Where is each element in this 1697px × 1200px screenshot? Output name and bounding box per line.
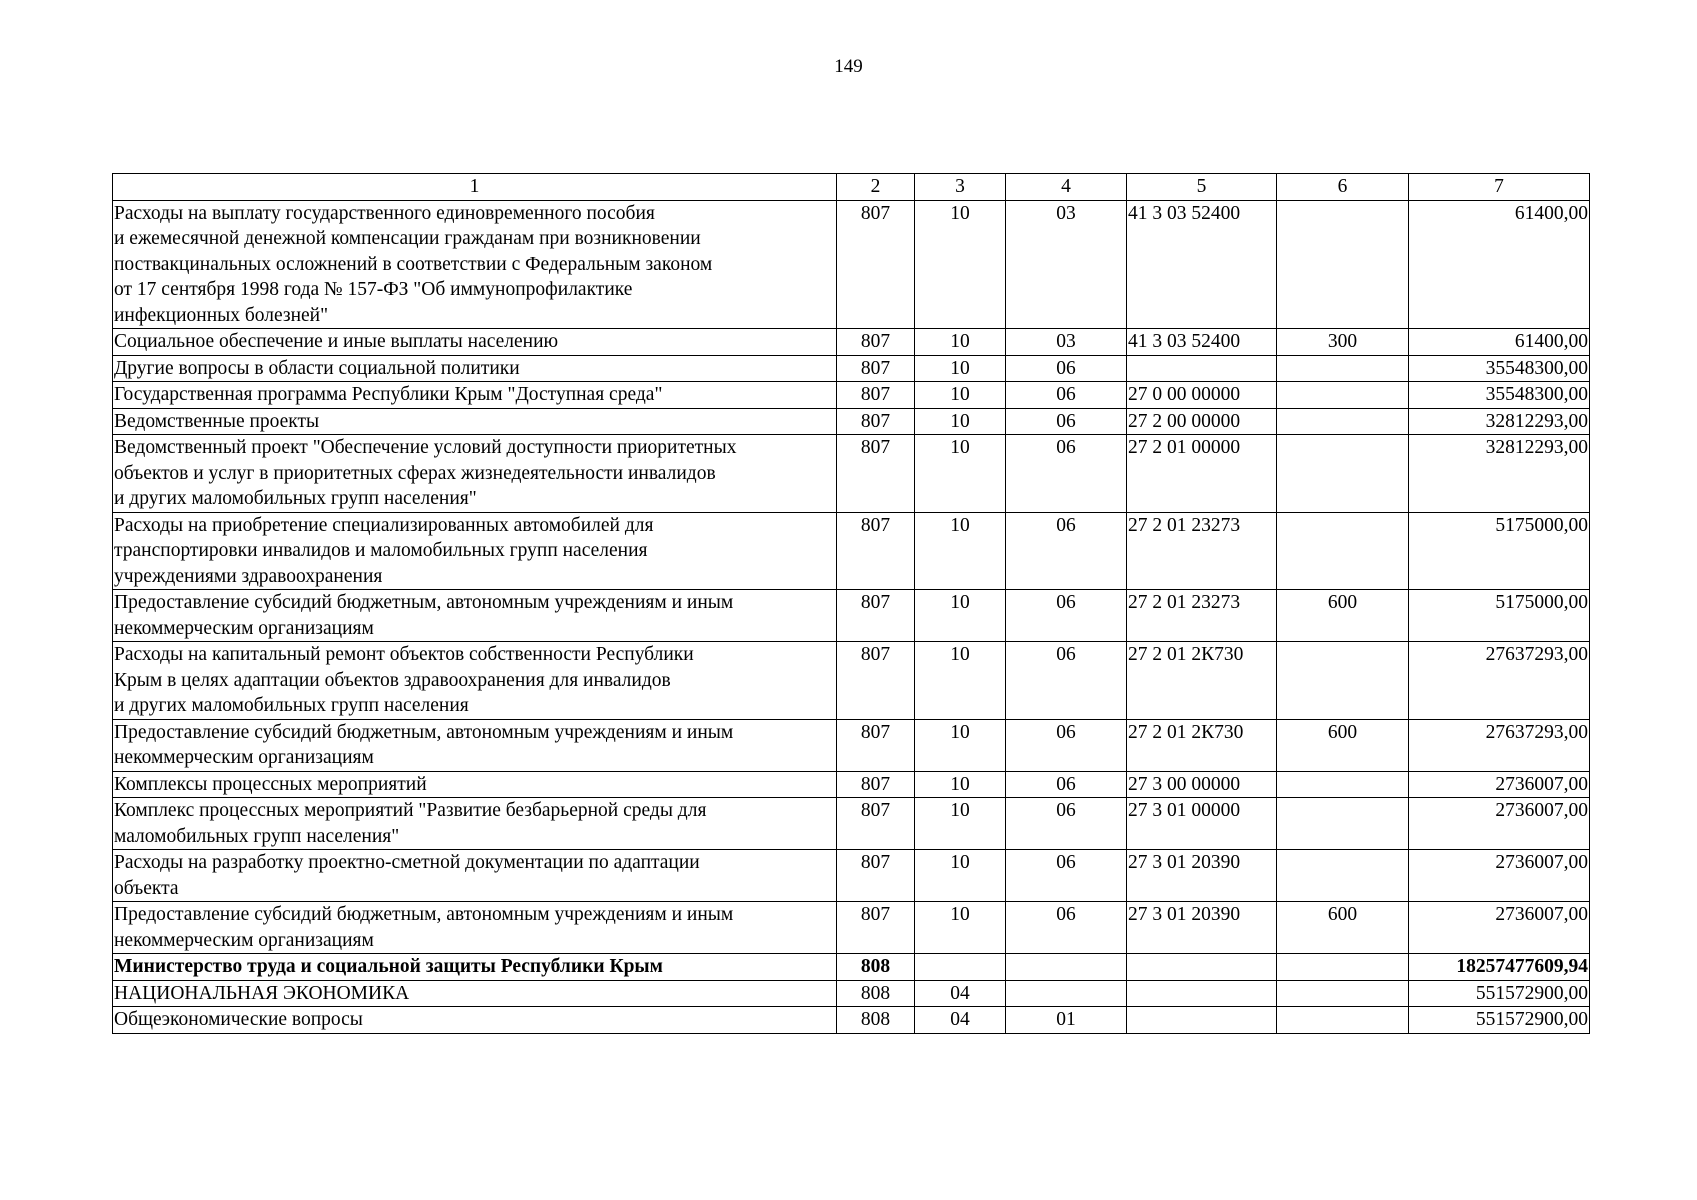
row-target-article-code: [1127, 355, 1277, 382]
row-subsection-code: 03: [1006, 329, 1127, 356]
row-amount: 2736007,00: [1409, 798, 1590, 850]
row-target-article-code: 27 3 01 20390: [1127, 902, 1277, 954]
row-grbs-code: 807: [837, 435, 915, 513]
table-row: [113, 408, 1590, 435]
row-name: Комплекс процессных мероприятий "Развитие безбарьерной среды для маломобильных групп населения": [113, 798, 837, 850]
row-expense-type-code: [1277, 355, 1409, 382]
row-target-article-code: [1127, 1007, 1277, 1034]
row-section-code: 10: [915, 642, 1006, 720]
table-row: [113, 200, 1590, 329]
row-target-article-code: 27 2 00 00000: [1127, 408, 1277, 435]
row-expense-type-code: [1277, 408, 1409, 435]
table-row: [113, 512, 1590, 590]
row-section-code: 10: [915, 408, 1006, 435]
row-target-article-code: [1127, 980, 1277, 1007]
column-header: 3: [915, 174, 1006, 201]
row-grbs-code: 807: [837, 771, 915, 798]
row-section-code: 10: [915, 512, 1006, 590]
row-grbs-code: 808: [837, 954, 915, 981]
row-expense-type-code: [1277, 850, 1409, 902]
row-name: Ведомственный проект "Обеспечение условий доступности приоритетных объектов и услуг в приоритетных сферах жизнедеятельности инвалидов и других маломобильных групп населения": [113, 435, 837, 513]
row-grbs-code: 807: [837, 902, 915, 954]
row-expense-type-code: 600: [1277, 902, 1409, 954]
table-row: [113, 719, 1590, 771]
row-target-article-code: 27 0 00 00000: [1127, 382, 1277, 409]
row-name: Государственная программа Республики Крым "Доступная среда": [113, 382, 837, 409]
row-subsection-code: 06: [1006, 771, 1127, 798]
column-header: 2: [837, 174, 915, 201]
row-amount: 551572900,00: [1409, 1007, 1590, 1034]
row-name: Расходы на выплату государственного единовременного пособия и ежемесячной денежной компенсации гражданам при возникновении поствакцинальных осложнений в соответствии с Федеральным законом от 17 сентября 1998 года № 157-ФЗ "Об иммунопрофилактике инфекционных болезней": [113, 200, 837, 329]
row-expense-type-code: [1277, 980, 1409, 1007]
row-name: Ведомственные проекты: [113, 408, 837, 435]
row-target-article-code: 27 2 01 2К730: [1127, 719, 1277, 771]
row-target-article-code: 41 3 03 52400: [1127, 200, 1277, 329]
row-subsection-code: 06: [1006, 408, 1127, 435]
row-expense-type-code: [1277, 382, 1409, 409]
column-header: 1: [113, 174, 837, 201]
row-target-article-code: 27 2 01 2К730: [1127, 642, 1277, 720]
row-subsection-code: 06: [1006, 435, 1127, 513]
row-name: Общеэкономические вопросы: [113, 1007, 837, 1034]
row-name: Расходы на приобретение специализированных автомобилей для транспортировки инвалидов и маломобильных групп населения учреждениями здравоохранения: [113, 512, 837, 590]
row-expense-type-code: [1277, 512, 1409, 590]
row-section-code: 10: [915, 850, 1006, 902]
table-row: [113, 980, 1590, 1007]
row-grbs-code: 807: [837, 200, 915, 329]
row-subsection-code: 03: [1006, 200, 1127, 329]
row-grbs-code: 807: [837, 590, 915, 642]
budget-table: [112, 173, 1590, 1034]
row-grbs-code: 807: [837, 408, 915, 435]
row-amount: 27637293,00: [1409, 719, 1590, 771]
row-target-article-code: [1127, 954, 1277, 981]
table-row: [113, 329, 1590, 356]
row-target-article-code: 27 3 00 00000: [1127, 771, 1277, 798]
row-section-code: 10: [915, 355, 1006, 382]
row-section-code: 04: [915, 980, 1006, 1007]
table-header-row: [113, 174, 1590, 201]
row-amount: 2736007,00: [1409, 771, 1590, 798]
row-grbs-code: 807: [837, 355, 915, 382]
row-amount: 61400,00: [1409, 200, 1590, 329]
row-subsection-code: 06: [1006, 642, 1127, 720]
row-name: НАЦИОНАЛЬНАЯ ЭКОНОМИКА: [113, 980, 837, 1007]
table-row: [113, 382, 1590, 409]
row-target-article-code: 27 2 01 00000: [1127, 435, 1277, 513]
row-expense-type-code: [1277, 771, 1409, 798]
row-grbs-code: 807: [837, 850, 915, 902]
row-section-code: 10: [915, 719, 1006, 771]
row-amount: 27637293,00: [1409, 642, 1590, 720]
table-row: [113, 355, 1590, 382]
row-target-article-code: 27 3 01 20390: [1127, 850, 1277, 902]
row-section-code: 10: [915, 329, 1006, 356]
table-row: [113, 798, 1590, 850]
table-row: [113, 902, 1590, 954]
row-target-article-code: 41 3 03 52400: [1127, 329, 1277, 356]
table-row: [113, 1007, 1590, 1034]
table-row: [113, 590, 1590, 642]
row-expense-type-code: 600: [1277, 590, 1409, 642]
row-expense-type-code: 600: [1277, 719, 1409, 771]
row-grbs-code: 807: [837, 382, 915, 409]
row-section-code: 10: [915, 590, 1006, 642]
row-grbs-code: 808: [837, 1007, 915, 1034]
row-grbs-code: 807: [837, 798, 915, 850]
row-grbs-code: 807: [837, 329, 915, 356]
row-amount: 551572900,00: [1409, 980, 1590, 1007]
table-row: [113, 435, 1590, 513]
row-subsection-code: 06: [1006, 850, 1127, 902]
row-name: Другие вопросы в области социальной политики: [113, 355, 837, 382]
row-name: Социальное обеспечение и иные выплаты населению: [113, 329, 837, 356]
table-row: [113, 954, 1590, 981]
row-section-code: 04: [915, 1007, 1006, 1034]
page-number: 149: [834, 56, 863, 77]
row-section-code: 10: [915, 435, 1006, 513]
row-section-code: 10: [915, 771, 1006, 798]
row-amount: 5175000,00: [1409, 590, 1590, 642]
row-section-code: [915, 954, 1006, 981]
row-subsection-code: 06: [1006, 512, 1127, 590]
row-name: Расходы на разработку проектно-сметной документации по адаптации объекта: [113, 850, 837, 902]
row-expense-type-code: [1277, 1007, 1409, 1034]
row-name: Предоставление субсидий бюджетным, автономным учреждениям и иным некоммерческим организациям: [113, 902, 837, 954]
row-amount: 61400,00: [1409, 329, 1590, 356]
row-target-article-code: 27 3 01 00000: [1127, 798, 1277, 850]
row-grbs-code: 807: [837, 719, 915, 771]
row-amount: 18257477609,94: [1409, 954, 1590, 981]
row-name: Министерство труда и социальной защиты Республики Крым: [113, 954, 837, 981]
row-amount: 35548300,00: [1409, 382, 1590, 409]
row-section-code: 10: [915, 382, 1006, 409]
row-amount: 2736007,00: [1409, 902, 1590, 954]
column-header: 5: [1127, 174, 1277, 201]
row-subsection-code: [1006, 954, 1127, 981]
row-expense-type-code: [1277, 798, 1409, 850]
row-name: Комплексы процессных мероприятий: [113, 771, 837, 798]
table-row: [113, 850, 1590, 902]
row-subsection-code: 06: [1006, 798, 1127, 850]
row-amount: 32812293,00: [1409, 435, 1590, 513]
row-subsection-code: 06: [1006, 590, 1127, 642]
row-target-article-code: 27 2 01 23273: [1127, 512, 1277, 590]
row-target-article-code: 27 2 01 23273: [1127, 590, 1277, 642]
row-section-code: 10: [915, 200, 1006, 329]
row-expense-type-code: [1277, 435, 1409, 513]
row-subsection-code: 06: [1006, 382, 1127, 409]
column-header: 4: [1006, 174, 1127, 201]
row-name: Предоставление субсидий бюджетным, автономным учреждениям и иным некоммерческим организациям: [113, 719, 837, 771]
row-name: Расходы на капитальный ремонт объектов собственности Республики Крым в целях адаптации объектов здравоохранения для инвалидов и других маломобильных групп населения: [113, 642, 837, 720]
row-grbs-code: 807: [837, 512, 915, 590]
table-row: [113, 642, 1590, 720]
table-row: [113, 771, 1590, 798]
column-header: 6: [1277, 174, 1409, 201]
row-expense-type-code: [1277, 642, 1409, 720]
row-expense-type-code: 300: [1277, 329, 1409, 356]
row-amount: 5175000,00: [1409, 512, 1590, 590]
row-amount: 32812293,00: [1409, 408, 1590, 435]
row-subsection-code: [1006, 980, 1127, 1007]
column-header: 7: [1409, 174, 1590, 201]
row-subsection-code: 06: [1006, 355, 1127, 382]
row-subsection-code: 06: [1006, 902, 1127, 954]
row-section-code: 10: [915, 798, 1006, 850]
row-grbs-code: 808: [837, 980, 915, 1007]
row-grbs-code: 807: [837, 642, 915, 720]
row-subsection-code: 06: [1006, 719, 1127, 771]
row-subsection-code: 01: [1006, 1007, 1127, 1034]
row-amount: 35548300,00: [1409, 355, 1590, 382]
row-amount: 2736007,00: [1409, 850, 1590, 902]
row-expense-type-code: [1277, 954, 1409, 981]
row-name: Предоставление субсидий бюджетным, автономным учреждениям и иным некоммерческим организациям: [113, 590, 837, 642]
row-expense-type-code: [1277, 200, 1409, 329]
row-section-code: 10: [915, 902, 1006, 954]
